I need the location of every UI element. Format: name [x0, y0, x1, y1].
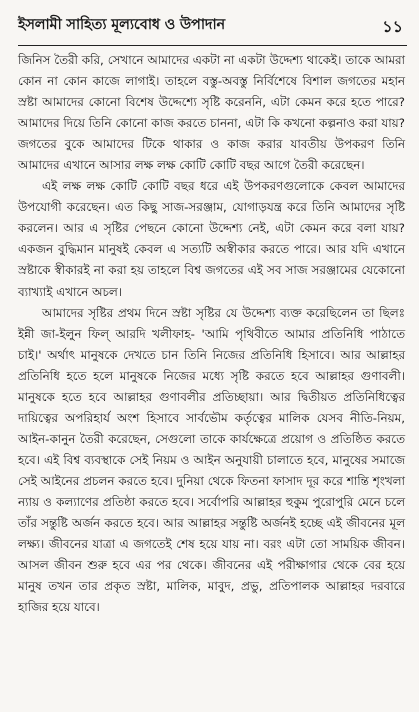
running-title: ইসলামী সাহিত্য মূল্যবোধ ও উপাদান: [18, 17, 225, 33]
body-text: [18, 50, 405, 618]
paragraph-1: জিনিস তৈরী করি, সেখানে আমাদের একটা না একটা উদ্দেশ্য থাকেই। তাকে আমরা কোন না কোন কাজে লাগাই। তাহলে বস্তু-অবস্তু নির্বিশেষে বিশাল জগতের মহান স্রষ্টা আমাদের কোনো বিশেষ উদ্দেশ্যে সৃষ্টি করেননি, এটা কেমন করে হতে পারে? আমাদের দিয়ে তিনি কোনো কাজ করতে চাননা, এটা কি কখনো কল্পনাও করা যায়? জগতের বুকে আমাদের টিকে থাকার ও কাজ করার যাবতীয় উপকরণ তিনি আমাদের এখানে আসার লক্ষ লক্ষ কোটি কোটি বছর আগে তৈরী করেছেন।: [18, 53, 405, 173]
header-rule: [18, 45, 407, 46]
paragraph-3: আমাদের সৃষ্টির প্রথম দিনে স্রষ্টা সৃষ্টির যে উদ্দেশ্য ব্যক্ত করেছিলেন তা ছিলঃ ইন্নী জা-ইলুন ফিল্ আরদি খলীফাহ- 'আমি পৃথিবীতে আমার প্রতিনিধি পাঠাতে চাই।' অর্থাৎ মানুষকে দেখতে চান তিনি নিজের প্রতিনিধি হিসাবে। আর আল্লাহর প্রতিনিধি হতে হলে মানুষকে নিজের মধ্যে সৃষ্টি করতে হবে আল্লাহর গুণাবলী। মানুষকে হতে হবে আল্লাহর গুণাবলীর প্রতিচ্ছায়া। আর দ্বিতীয়ত প্রতিনিধিত্বের দায়িত্বের অপরিহার্য অংশ হিসাবে সার্বভৌম কর্তৃত্বের মালিক যেসব নীতি-নিয়ম, আইন-কানুন তৈরী করেছেন, সেগুলো তাকে কার্যক্ষেত্রে প্রয়োগ ও প্রতিষ্ঠিত করতে হবে। এই বিশ্ব ব্যবস্থাকে সেই নিয়ম ও আইন অনুযায়ী চালাতে হবে, মানুষের সমাজে সেই আইনের প্রচলন করতে হবে। দুনিয়া থেকে ফিতনা ফাসাদ দূর করে শান্তি শৃংখলা ন্যায় ও কল্যাণের প্রতিষ্ঠা করতে হবে। সর্বোপরি আল্লাহর হুকুম পুরোপুরি মেনে চলে তাঁর সন্তুষ্টি অর্জন করতে হবে। আর আল্লাহর সন্তুষ্টি অর্জনই হচ্ছে এই জীবনের মূল লক্ষ্য। জীবনের যাত্রা এ জগতেই শেষ হয়ে যায় না। বরং এটা তো সাময়িক জীবন। আসল জীবন শুরু হবে এর পর থেকে। জীবনের এই পরীক্ষাগার থেকে বের হয়ে মানুষ তখন তার প্রকৃত স্রষ্টা, মালিক, মাবুদ, প্রভু, প্রতিপালক আল্লাহর দরবারে হাজির হয়ে যাবে।: [18, 305, 405, 615]
paragraph-2: এই লক্ষ লক্ষ কোটি কোটি বছর ধরে এই উপকরণগুলোকে কেবল আমাদের উপযোগী করেছেন। এত কিছু সাজ-সরঞ্জাম, যোগাড়যন্ত্র করে তিনি আমাদের সৃষ্টি করলেন। আর এ সৃষ্টির পেছনে কোনো উদ্দেশ্য নেই, এটা কেমন করে বলা যায়? একজন বুদ্ধিমান মানুষই কেবল এ সত্যটি অস্বীকার করতে পারে। আর যদি এখানে স্রষ্টাকে স্বীকারই না করা হয় তাহলে বিশ্ব জগতের এই সব সাজ সরঞ্জামের যেকোনো ব্যাখ্যাই এখানে অচল।: [18, 179, 405, 299]
page-header: [18, 14, 407, 44]
page-number: ১১: [382, 17, 403, 36]
